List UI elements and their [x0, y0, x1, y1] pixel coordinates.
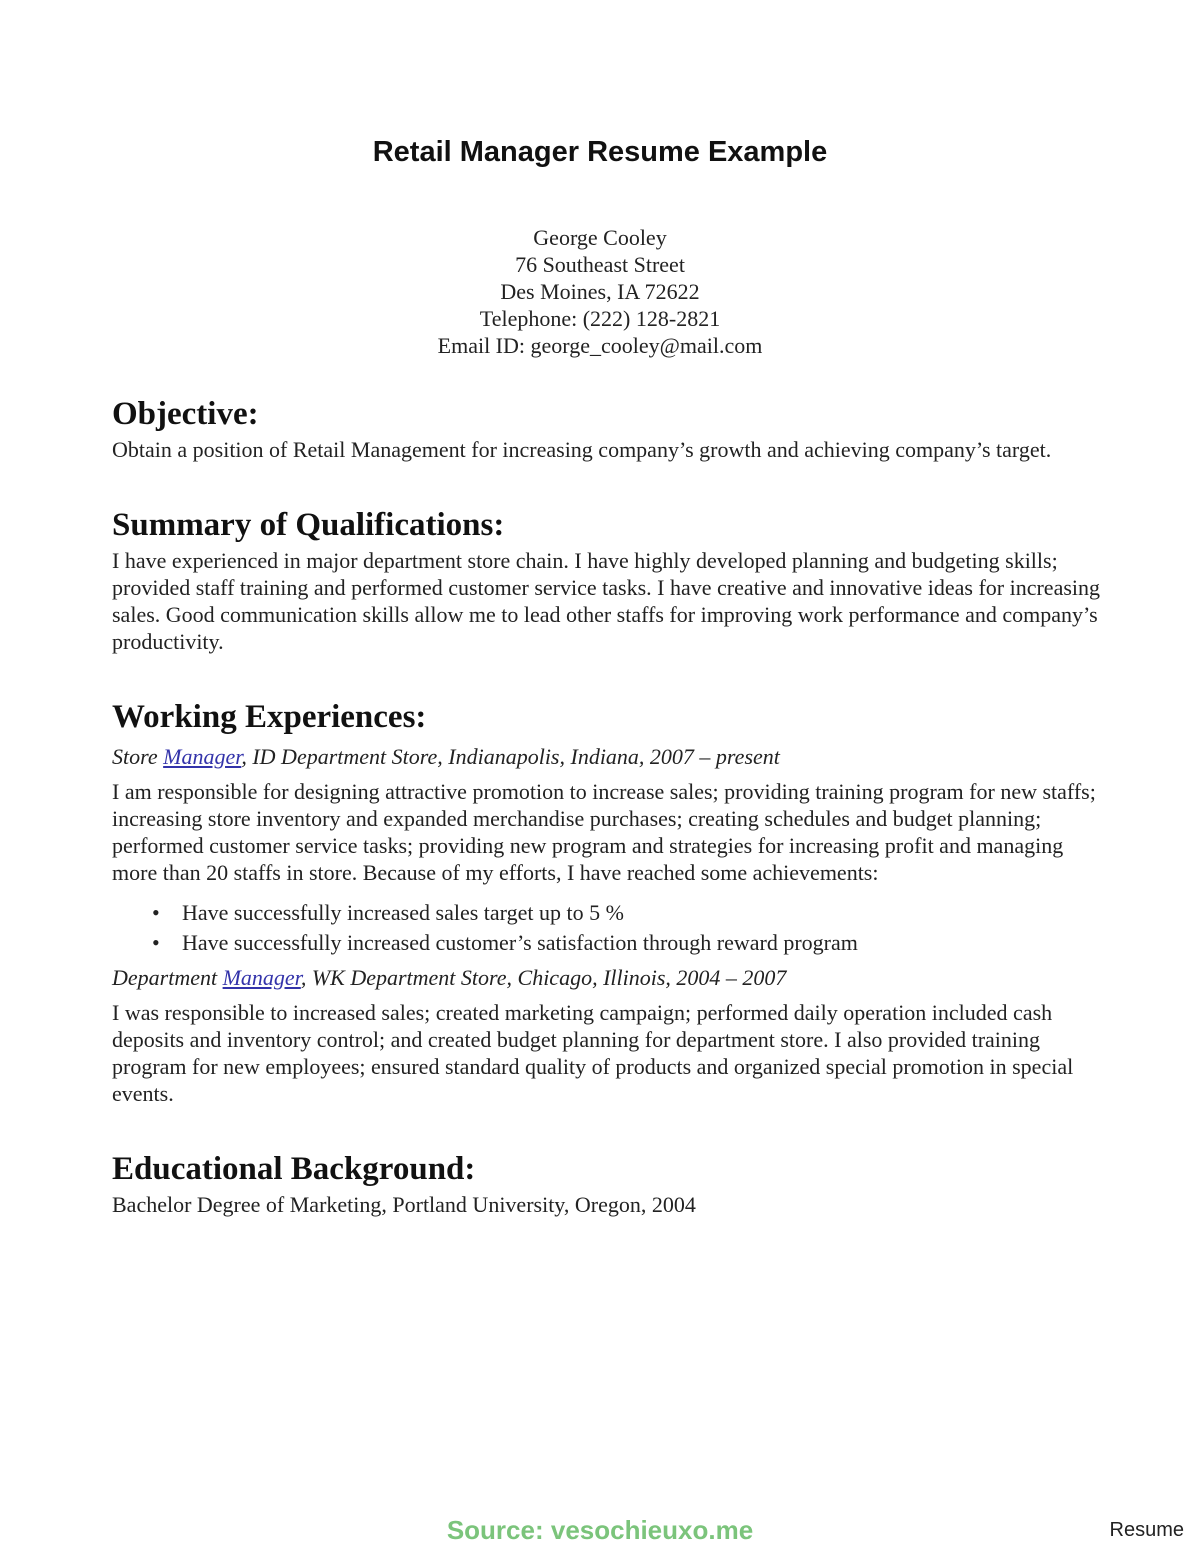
- education-section: [112, 1147, 1102, 1218]
- summary-text: I have experienced in major department store chain. I have highly developed planning and budgeting skills; provided staff training and performed customer service tasks. I have creative and innovative ideas for increasing sales. Good communication skills allow me to lead other staffs for improving work performance and company’s productivity.: [112, 548, 1101, 654]
- job-1-description: I am responsible for designing attractive promotion to increase sales; providing training program for new staffs; increasing store inventory and expanded merchandise purchases; creating schedules and budget planning; performed customer service tasks; providing new program and strategies for increasing profit and managing more than 20 staffs in store. Because of my efforts, I have reached some achievements:: [112, 779, 1096, 885]
- objective-heading: Objective:: [112, 396, 259, 432]
- job-1-title-prefix: Store: [112, 744, 164, 769]
- objective-text: Obtain a position of Retail Management for increasing company’s growth and achieving company’s target.: [112, 437, 1052, 462]
- summary-section: [112, 503, 1102, 655]
- job-1-manager-link[interactable]: Manager: [163, 744, 242, 769]
- corner-label: Resume: [1109, 1519, 1184, 1541]
- education-text: Bachelor Degree of Marketing, Portland University, Oregon, 2004: [112, 1192, 696, 1217]
- job-2-title-prefix: Department: [112, 965, 223, 990]
- experience-section: [112, 695, 1102, 1107]
- experience-heading: Working Experiences:: [112, 699, 427, 735]
- job-2-title: [112, 964, 1102, 991]
- contact-telephone: Telephone: (222) 128-2821: [479, 306, 721, 331]
- job-2-title-suffix: , WK Department Store, Chicago, Illinois, 2004 – 2007: [300, 965, 787, 990]
- job-1-achievements: [112, 898, 1102, 958]
- job-1-title-suffix: , ID Department Store, Indianapolis, Indiana, 2007 – present: [241, 744, 780, 769]
- job-2-manager-link[interactable]: Manager: [222, 965, 301, 990]
- summary-heading: Summary of Qualifications:: [112, 507, 505, 543]
- contact-street: 76 Southeast Street: [515, 252, 685, 277]
- job-1-title: [112, 743, 1102, 770]
- source-watermark: Source: vesochieuxo.me: [446, 1515, 754, 1545]
- achievement-item: • Have successfully increased customer’s satisfaction through reward program: [152, 928, 1102, 958]
- job-2-description: I was responsible to increased sales; created marketing campaign; performed daily operation included cash deposits and inventory control; and created budget planning for department store. I also provided training program for new employees; ensured standard quality of products and organized special promotion in special events.: [112, 1000, 1074, 1106]
- achievement-item: • Have successfully increased sales target up to 5 %: [152, 898, 1102, 928]
- document-title: Retail Manager Resume Example: [372, 136, 828, 168]
- contact-email: Email ID: george_cooley@mail.com: [437, 333, 763, 358]
- resume-content: [112, 392, 1102, 1218]
- objective-section: [112, 392, 1102, 463]
- contact-name: George Cooley: [533, 225, 667, 250]
- contact-city: Des Moines, IA 72622: [500, 279, 700, 304]
- education-heading: Educational Background:: [112, 1151, 476, 1187]
- contact-block: [0, 224, 1200, 359]
